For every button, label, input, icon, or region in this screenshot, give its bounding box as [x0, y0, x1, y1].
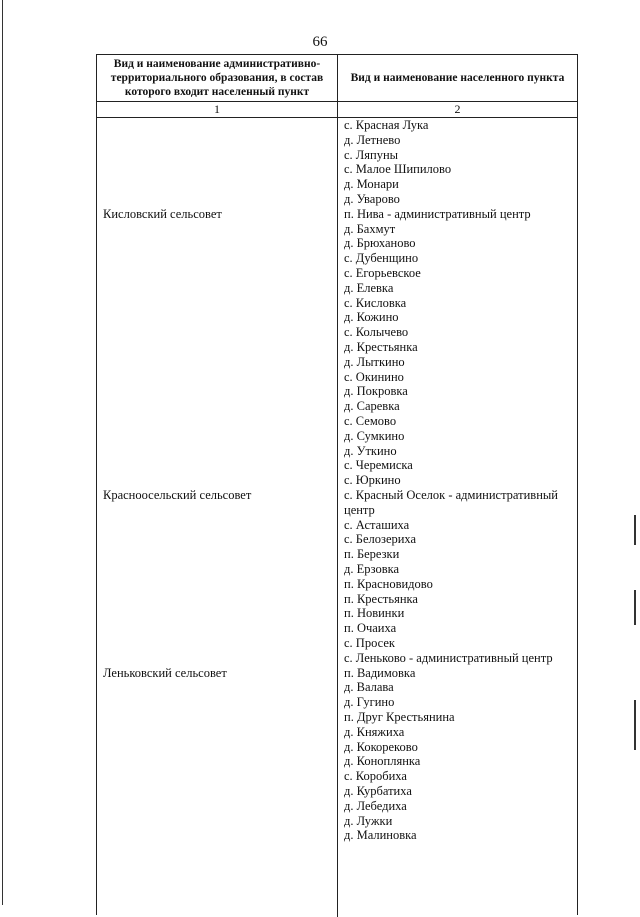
settlement-item: п. Очаиха [344, 621, 397, 636]
settlement-item: д. Курбатиха [344, 784, 412, 798]
settlement-item: с. Черемиска [344, 458, 413, 473]
settlement-item: с. Леньково - административный центр [344, 650, 553, 665]
settlement-item: с. Малое Шипилово [344, 162, 452, 177]
district-name: Леньковский сельсовет [103, 665, 227, 680]
column-number-2: 2 [454, 102, 461, 116]
settlement-item: п. Нива - административный центр [344, 206, 531, 221]
settlement-item: д. Брюханово [344, 236, 416, 251]
settlement-item: д. Монари [344, 177, 399, 192]
settlement-item: с. Юркино [344, 473, 401, 488]
settlement-item: с. Белозериха [344, 532, 417, 547]
column-number-row [97, 102, 577, 118]
settlement-item: д. Елевка [344, 280, 394, 295]
settlement-item: д. Уткино [344, 443, 397, 458]
settlement-item: д. Саревка [344, 399, 400, 414]
settlement-item: д. Уварово [344, 192, 400, 206]
settlement-item: п. Вадимовка [344, 665, 416, 680]
settlement-item: с. Красная Лука [344, 118, 429, 132]
scan-edge-mark [634, 700, 636, 750]
table-header-row [97, 55, 577, 102]
settlement-item: д. Покровка [344, 384, 408, 399]
settlement-item: с. Красный Оселок - административный центр [344, 488, 558, 517]
settlement-item: д. Коноплянка [344, 754, 421, 769]
settlement-item: с. Колычево [344, 325, 409, 340]
settlement-item: п. Крестьянка [344, 591, 418, 606]
settlement-item: д. Кокореково [344, 739, 418, 754]
settlement-item: д. Лужки [344, 813, 393, 828]
settlement-item: с. Кисловка [344, 295, 407, 310]
page-number: 66 [312, 34, 328, 50]
settlement-item: д. Гугино [344, 695, 395, 710]
district-name: Кисловский сельсовет [103, 206, 222, 221]
settlement-item: д. Лыткино [344, 354, 405, 369]
settlement-item: д. Ерзовка [344, 562, 400, 576]
settlement-item: с. Коробиха [344, 769, 407, 784]
scan-edge-mark [634, 515, 636, 545]
settlement-item: с. Асташиха [344, 517, 410, 532]
district-name: Красноосельский сельсовет [103, 488, 252, 502]
settlement-item: с. Егорьевское [344, 266, 421, 280]
settlement-item: с. Ляпуны [344, 147, 399, 162]
scan-edge-mark [634, 590, 636, 625]
settlement-item: д. Сумкино [344, 428, 405, 443]
header-admin-unit: Вид и наименование административно-территориального образования, в состав которого входит населенный пункт [97, 55, 338, 101]
settlement-item: п. Березки [344, 547, 400, 562]
scan-edge-line [2, 0, 3, 905]
settlement-item: д. Княжиха [344, 724, 405, 739]
header-settlement: Вид и наименование населенного пункта [350, 72, 565, 84]
settlements-table [96, 54, 578, 915]
column-divider [337, 117, 338, 917]
settlement-item: с. Дубенщино [344, 251, 419, 266]
settlement-item: д. Лебедиха [344, 798, 407, 813]
settlement-item: д. Бахмут [344, 221, 396, 236]
settlement-item: п. Новинки [344, 606, 405, 621]
settlement-item: д. Летнево [344, 132, 401, 147]
settlement-item: с. Просек [344, 636, 395, 650]
column-number-1: 1 [97, 102, 338, 117]
settlement-item: д. Крестьянка [344, 340, 418, 354]
settlement-item: с. Окинино [344, 369, 404, 384]
settlement-item: п. Друг Крестьянина [344, 710, 455, 724]
settlement-item: д. Валава [344, 680, 394, 695]
settlement-item: д. Кожино [344, 310, 399, 325]
settlement-item: п. Красновидово [344, 576, 433, 591]
settlement-item: д. Малиновка [344, 828, 417, 843]
settlement-item: с. Семово [344, 414, 397, 428]
